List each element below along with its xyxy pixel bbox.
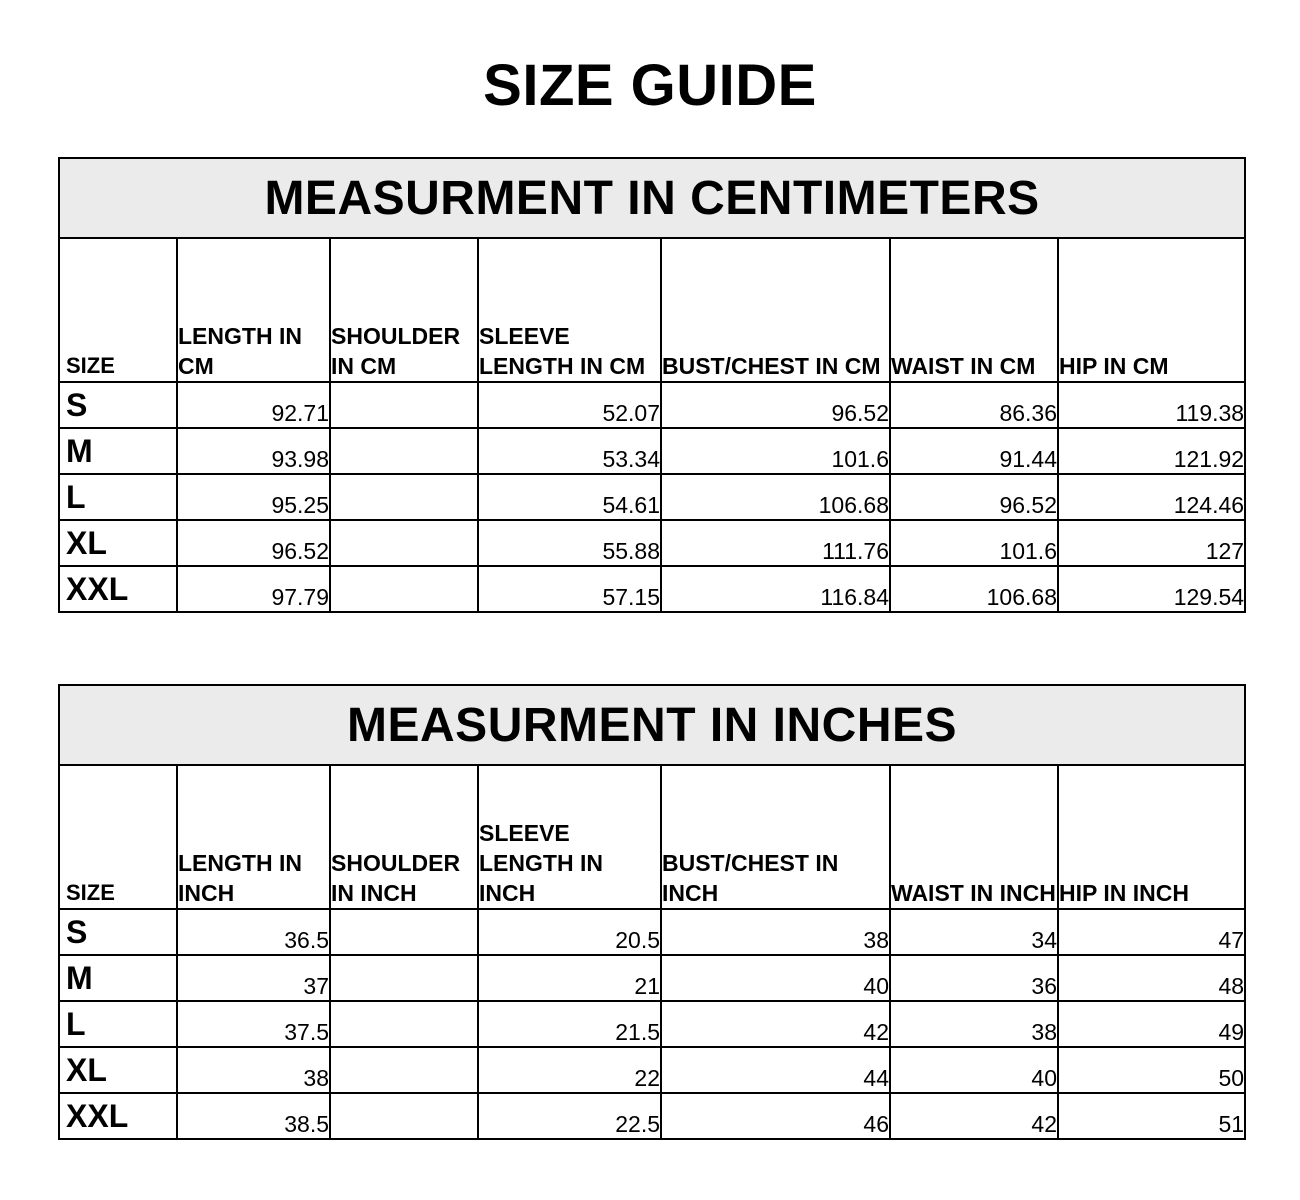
shoulder-cell — [330, 955, 478, 1001]
shoulder-cell — [330, 520, 478, 566]
column-header-shoulder: SHOULDER IN INCH — [330, 765, 478, 909]
table-row — [59, 955, 1245, 1001]
hip-cell: 124.46 — [1058, 474, 1245, 520]
hip-cell: 127 — [1058, 520, 1245, 566]
column-header-hip: HIP IN CM — [1058, 238, 1245, 382]
length-cell: 95.25 — [177, 474, 330, 520]
table-row — [59, 520, 1245, 566]
bust-chest-cell: 40 — [661, 955, 890, 1001]
table-caption: MEASURMENT IN INCHES — [59, 685, 1245, 765]
column-header-sleeve-length: SLEEVE LENGTH IN INCH — [478, 765, 661, 909]
hip-cell: 49 — [1058, 1001, 1245, 1047]
column-header-sleeve-length: SLEEVE LENGTH IN CM — [478, 238, 661, 382]
length-cell: 38 — [177, 1047, 330, 1093]
hip-cell: 119.38 — [1058, 382, 1245, 428]
size-cell: L — [59, 474, 177, 520]
sleeve-length-cell: 21 — [478, 955, 661, 1001]
waist-cell: 96.52 — [890, 474, 1058, 520]
hip-cell: 50 — [1058, 1047, 1245, 1093]
bust-chest-cell: 111.76 — [661, 520, 890, 566]
bust-chest-cell: 106.68 — [661, 474, 890, 520]
waist-cell: 91.44 — [890, 428, 1058, 474]
sleeve-length-cell: 22.5 — [478, 1093, 661, 1139]
hip-cell: 51 — [1058, 1093, 1245, 1139]
table-row — [59, 1047, 1245, 1093]
header-row — [59, 238, 1245, 382]
hip-cell: 129.54 — [1058, 566, 1245, 612]
sleeve-length-cell: 21.5 — [478, 1001, 661, 1047]
waist-cell: 38 — [890, 1001, 1058, 1047]
table-row — [59, 382, 1245, 428]
column-header-bust-chest: BUST/CHEST IN INCH — [661, 765, 890, 909]
column-header-bust-chest: BUST/CHEST IN CM — [661, 238, 890, 382]
column-header-size: SIZE — [59, 765, 177, 909]
table-caption: MEASURMENT IN CENTIMETERS — [59, 158, 1245, 238]
waist-cell: 86.36 — [890, 382, 1058, 428]
shoulder-cell — [330, 428, 478, 474]
sleeve-length-cell: 54.61 — [478, 474, 661, 520]
bust-chest-cell: 38 — [661, 909, 890, 955]
size-cell: M — [59, 955, 177, 1001]
size-cell: XL — [59, 1047, 177, 1093]
shoulder-cell — [330, 1047, 478, 1093]
length-cell: 97.79 — [177, 566, 330, 612]
shoulder-cell — [330, 1001, 478, 1047]
table-row — [59, 474, 1245, 520]
shoulder-cell — [330, 1093, 478, 1139]
column-header-waist: WAIST IN INCH — [890, 765, 1058, 909]
size-cell: L — [59, 1001, 177, 1047]
column-header-size: SIZE — [59, 238, 177, 382]
bust-chest-cell: 46 — [661, 1093, 890, 1139]
sleeve-length-cell: 55.88 — [478, 520, 661, 566]
header-row — [59, 765, 1245, 909]
length-cell: 37 — [177, 955, 330, 1001]
waist-cell: 42 — [890, 1093, 1058, 1139]
bust-chest-cell: 116.84 — [661, 566, 890, 612]
column-header-length: LENGTH IN INCH — [177, 765, 330, 909]
size-cell: S — [59, 382, 177, 428]
length-cell: 93.98 — [177, 428, 330, 474]
size-cell: XL — [59, 520, 177, 566]
table-row — [59, 1093, 1245, 1139]
page-title: SIZE GUIDE — [483, 53, 817, 118]
shoulder-cell — [330, 566, 478, 612]
column-header-hip: HIP IN INCH — [1058, 765, 1245, 909]
waist-cell: 106.68 — [890, 566, 1058, 612]
column-header-length: LENGTH IN CM — [177, 238, 330, 382]
sleeve-length-cell: 53.34 — [478, 428, 661, 474]
size-cell: M — [59, 428, 177, 474]
size-cell: S — [59, 909, 177, 955]
length-cell: 36.5 — [177, 909, 330, 955]
bust-chest-cell: 96.52 — [661, 382, 890, 428]
size-table-inches — [58, 684, 1246, 1140]
hip-cell: 47 — [1058, 909, 1245, 955]
shoulder-cell — [330, 474, 478, 520]
sleeve-length-cell: 52.07 — [478, 382, 661, 428]
hip-cell: 48 — [1058, 955, 1245, 1001]
bust-chest-cell: 44 — [661, 1047, 890, 1093]
waist-cell: 36 — [890, 955, 1058, 1001]
size-cell: XXL — [59, 1093, 177, 1139]
size-cell: XXL — [59, 566, 177, 612]
shoulder-cell — [330, 382, 478, 428]
table-row — [59, 566, 1245, 612]
length-cell: 37.5 — [177, 1001, 330, 1047]
hip-cell: 121.92 — [1058, 428, 1245, 474]
column-header-waist: WAIST IN CM — [890, 238, 1058, 382]
waist-cell: 34 — [890, 909, 1058, 955]
sleeve-length-cell: 20.5 — [478, 909, 661, 955]
column-header-shoulder: SHOULDER IN CM — [330, 238, 478, 382]
bust-chest-cell: 101.6 — [661, 428, 890, 474]
shoulder-cell — [330, 909, 478, 955]
bust-chest-cell: 42 — [661, 1001, 890, 1047]
length-cell: 92.71 — [177, 382, 330, 428]
table-row — [59, 909, 1245, 955]
sleeve-length-cell: 57.15 — [478, 566, 661, 612]
waist-cell: 101.6 — [890, 520, 1058, 566]
table-row — [59, 1001, 1245, 1047]
size-table-centimeters — [58, 157, 1246, 613]
length-cell: 38.5 — [177, 1093, 330, 1139]
waist-cell: 40 — [890, 1047, 1058, 1093]
sleeve-length-cell: 22 — [478, 1047, 661, 1093]
table-row — [59, 428, 1245, 474]
length-cell: 96.52 — [177, 520, 330, 566]
